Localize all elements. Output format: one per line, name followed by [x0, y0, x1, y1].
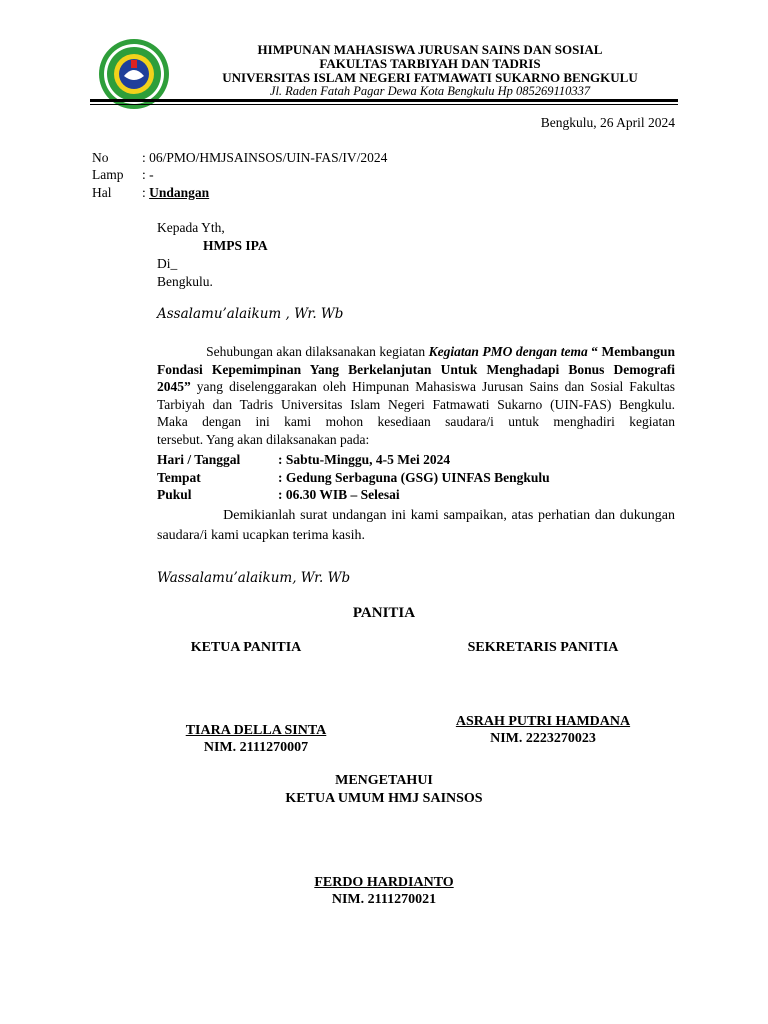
detail-place-value: : Gedung Serbaguna (GSG) UINFAS Bengkulu	[278, 470, 550, 485]
number-value: : 06/PMO/HMJSAINSOS/UIN-FAS/IV/2024	[142, 150, 388, 165]
detail-date-label: Hari / Tanggal	[157, 452, 241, 467]
chair-committee-name: TIARA DELLA SINTA	[185, 723, 327, 738]
subject-row	[142, 184, 209, 201]
subject-value: Undangan	[149, 185, 210, 200]
recipient-greeting: Kepada Yth,	[157, 220, 225, 235]
subject-colon: :	[142, 185, 150, 200]
body-rest-a: yang diselenggarakan oleh Himpunan Mahasiswa Jurusan Sains dan Sosial Fakultas	[190, 379, 675, 394]
closing-paragraph	[157, 506, 675, 546]
chair-committee-role: KETUA PANITIA	[190, 640, 302, 655]
committee-heading: PANITIA	[352, 605, 416, 621]
body-line-1	[157, 343, 675, 361]
event-name: Kegiatan PMO dengan tema	[428, 344, 588, 359]
letterhead-rule-thin	[90, 104, 678, 105]
event-theme-a: “ Membangun	[587, 344, 675, 359]
secretary-name: ASRAH PUTRI HAMDANA	[455, 714, 631, 729]
chair-committee-nim: NIM. 2111270007	[203, 740, 309, 755]
subject-label: Hal	[92, 185, 112, 200]
body-rest-b: Tarbiyah dan Tadris Universitas Islam Negeri Fatmawati Sukarno (UIN-FAS) Bengkulu.	[157, 396, 675, 412]
letterhead-rule-thick	[90, 99, 678, 102]
letterhead-university: UNIVERSITAS ISLAM NEGERI FATMAWATI SUKARNO BENGKULU	[222, 70, 638, 85]
body-rest-d: tersebut. Yang akan dilaksanakan pada:	[157, 431, 370, 447]
letter-date: Bengkulu, 26 April 2024	[540, 115, 675, 130]
recipient-place: Bengkulu.	[157, 274, 213, 289]
detail-time-label: Pukul	[157, 487, 192, 502]
number-label: No	[92, 150, 109, 165]
closing-line-1	[157, 506, 675, 526]
general-chair-nim: NIM. 2111270021	[331, 892, 437, 907]
secretary-nim: NIM. 2223270023	[490, 731, 596, 746]
recipient-di: Di_	[157, 256, 178, 271]
detail-date-value: : Sabtu-Minggu, 4-5 Mei 2024	[278, 452, 451, 467]
opening-greeting: Assalamu’alaikum , Wr. Wb	[157, 306, 344, 322]
general-chair-name: FERDO HARDIANTO	[314, 875, 454, 890]
attachment-value: : -	[142, 167, 154, 182]
recipient-name: HMPS IPA	[203, 238, 268, 253]
body-paragraph	[157, 343, 675, 448]
body-rest-c: Maka dengan ini kami mohon kesediaan saudara/i untuk menghadiri kegiatan	[157, 414, 675, 429]
event-theme-c: 2045”	[157, 379, 191, 394]
event-theme-b: Fondasi Kepemimpinan Yang Berkelanjutan Untuk Menghadapi Bonus Demografi	[157, 361, 675, 377]
body-intro: Sehubungan akan dilaksanakan kegiatan	[206, 344, 429, 359]
body-line-3	[157, 378, 675, 396]
letterhead-organization: HIMPUNAN MAHASISWA JURUSAN SAINS DAN SOSIAL	[257, 42, 603, 57]
letterhead-address: Jl. Raden Fatah Pagar Dewa Kota Bengkulu Hp 085269110337	[269, 84, 591, 98]
closing-text-a: Demikianlah surat undangan ini kami sampaikan, atas perhatian dan dukungan	[223, 508, 676, 523]
closing-greeting: Wassalamu’alaikum, Wr. Wb	[157, 570, 351, 586]
detail-time-value: : 06.30 WIB – Selesai	[278, 487, 400, 502]
attachment-label: Lamp	[92, 167, 124, 182]
letterhead-faculty: FAKULTAS TARBIYAH DAN TADRIS	[319, 56, 541, 71]
detail-place-label: Tempat	[157, 470, 201, 485]
general-chair-role: KETUA UMUM HMJ SAINSOS	[285, 791, 483, 806]
closing-text-b: saudara/i kami ucapkan terima kasih.	[157, 528, 365, 543]
acknowledge-heading: MENGETAHUI	[335, 773, 433, 788]
secretary-role: SEKRETARIS PANITIA	[467, 640, 619, 655]
